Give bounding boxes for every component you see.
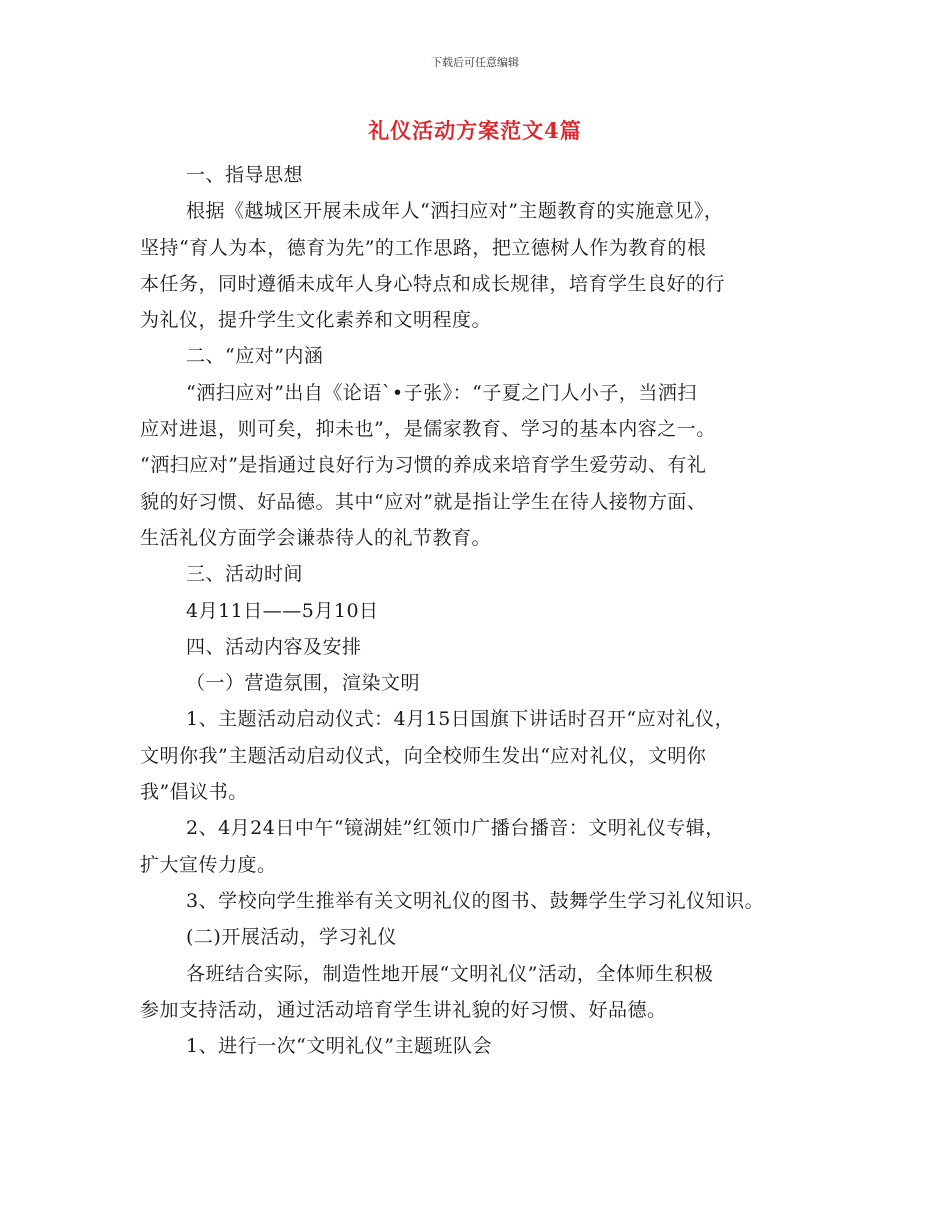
header-note: 下载后可任意编辑 bbox=[431, 56, 519, 69]
paragraph-line: 四、活动内容及安排 bbox=[186, 635, 362, 658]
paragraph-line: 应对进退，则可矣，抑未也”，是儒家教育、学习的基本内容之一。 bbox=[140, 418, 716, 441]
paragraph-line: 三、活动时间 bbox=[186, 563, 304, 586]
paragraph-line: 生活礼仪方面学会谦恭待人的礼节教育。 bbox=[140, 526, 492, 549]
paragraph-line: （一）营造氛围，渲染文明 bbox=[186, 672, 421, 695]
paragraph-line: 扩大宣传力度。 bbox=[140, 853, 277, 876]
paragraph-line: 参加支持活动，通过活动培育学生讲礼貌的好习惯、好品德。 bbox=[140, 998, 667, 1021]
paragraph-line: 2、4月24日中午“镜湖娃”红领巾广播台播音：文明礼仪专辑， bbox=[186, 817, 725, 840]
paragraph-line: 二、“应对”内涵 bbox=[186, 345, 324, 368]
paragraph-line: “洒扫应对”出自《论语`•子张》：“子夏之门人小子，当洒扫 bbox=[186, 381, 697, 404]
paragraph-line: 我”倡议书。 bbox=[140, 781, 248, 804]
paragraph-line: 为礼仪，提升学生文化素养和文明程度。 bbox=[140, 309, 492, 332]
document-title: 礼仪活动方案范文4篇 bbox=[368, 118, 582, 143]
paragraph-line: 各班结合实际，制造性地开展“文明礼仪”活动，全体师生积极 bbox=[186, 962, 714, 985]
document-body bbox=[140, 160, 830, 1067]
paragraph-line: 文明你我”主题活动启动仪式，向全校师生发出“应对礼仪，文明你 bbox=[140, 744, 707, 767]
paragraph-line: 貌的好习惯、好品德。其中“应对”就是指让学生在待人接物方面、 bbox=[140, 490, 707, 513]
paragraph-line: 1、主题活动启动仪式：4月15日国旗下讲话时召开“应对礼仪， bbox=[186, 708, 735, 731]
paragraph-line: 一、指导思想 bbox=[186, 164, 304, 186]
paragraph-line: “洒扫应对”是指通过良好行为习惯的养成来培育学生爱劳动、有礼 bbox=[140, 454, 707, 477]
paragraph-line: 根据《越城区开展未成年人“洒扫应对”主题教育的实施意见》， bbox=[186, 200, 724, 223]
paragraph-line: 3、学校向学生推举有关文明礼仪的图书、鼓舞学生学习礼仪知识。 bbox=[186, 889, 765, 912]
paragraph-line: 本任务，同时遵循未成年人身心特点和成长规律，培育学生良好的行 bbox=[140, 272, 726, 295]
paragraph-line: 4月11日——5月10日 bbox=[186, 599, 379, 622]
paragraph-line: 1、进行一次“文明礼仪”主题班队会 bbox=[186, 1035, 493, 1058]
paragraph-line: (二)开展活动，学习礼仪 bbox=[186, 926, 397, 949]
paragraph-line: 坚持“育人为本，德育为先”的工作思路，把立德树人作为教育的根 bbox=[140, 236, 707, 259]
